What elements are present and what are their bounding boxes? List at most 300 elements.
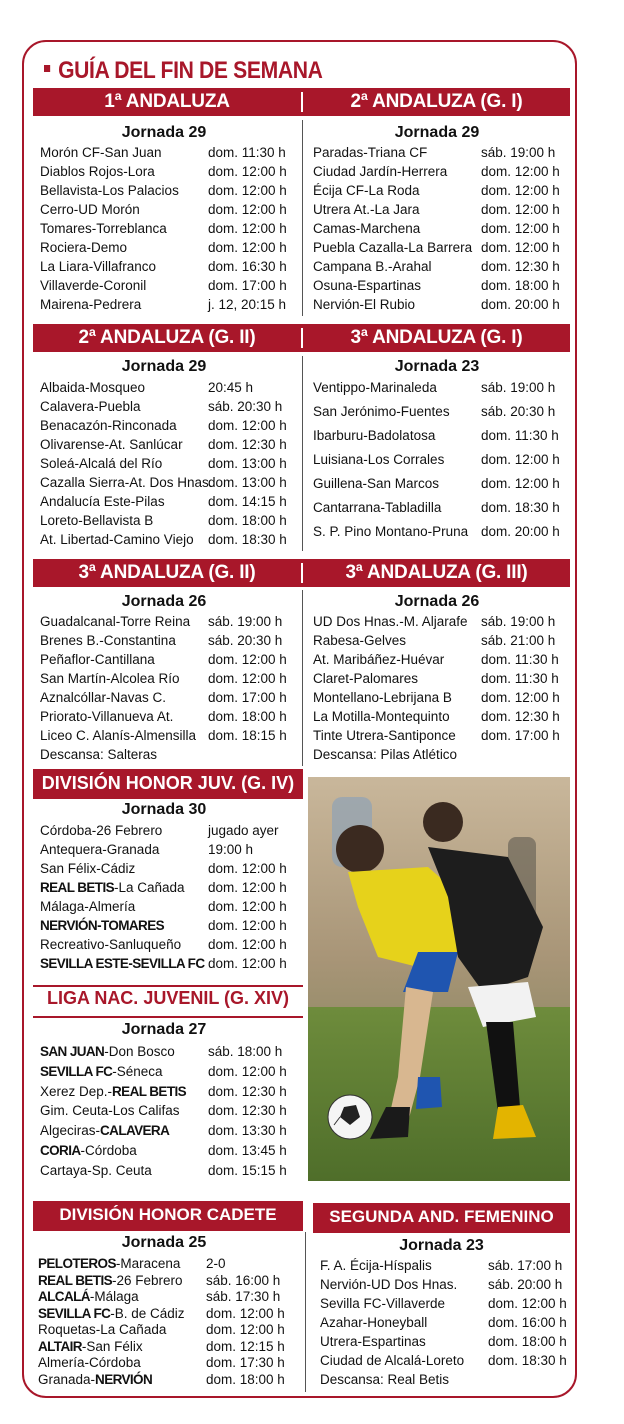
match-time: dom. 18:15 h — [208, 728, 287, 743]
match-time: dom. 16:00 h — [488, 1315, 567, 1330]
match-row — [313, 650, 568, 669]
match-teams: Villaverde-Coronil — [40, 278, 147, 293]
match-row — [40, 435, 295, 454]
match-teams — [40, 1042, 175, 1061]
match-teams — [40, 1121, 169, 1140]
match-row — [40, 530, 295, 549]
match-teams — [40, 1101, 180, 1120]
match-row — [40, 473, 295, 492]
highlighted-team: REAL BETIS — [38, 1272, 113, 1288]
jornada-label: Jornada 29 — [121, 358, 207, 375]
match-row — [40, 1141, 302, 1160]
match-time: dom. 12:00 h — [208, 899, 287, 914]
match-teams: Nervión-El Rubio — [313, 297, 416, 312]
match-row — [40, 897, 302, 916]
header-underline — [33, 797, 303, 799]
match-teams: Liceo C. Alanís-Almensilla — [40, 728, 197, 743]
section-title-2a-andaluza-g1: 2ª ANDALUZA (G. I) — [350, 91, 523, 112]
match-time: dom. 12:00 h — [206, 1305, 285, 1321]
match-teams: Cazalla Sierra-At. Dos Hnas. — [40, 475, 213, 490]
match-time: dom. 12:00 h — [208, 937, 287, 952]
match-time: dom. 12:30 h — [208, 437, 287, 452]
match-row — [313, 707, 568, 726]
match-teams: San Martín-Alcolea Río — [40, 671, 180, 686]
match-row — [313, 257, 568, 276]
match-teams: Claret-Palomares — [313, 671, 419, 686]
match-teams: Descansa: Salteras — [40, 747, 158, 762]
match-row — [40, 181, 295, 200]
highlighted-team: REAL BETIS — [40, 880, 115, 895]
match-time: 2-0 — [206, 1256, 226, 1271]
match-time: dom. 12:00 h — [208, 956, 287, 971]
highlighted-team: CORIA — [40, 1143, 81, 1158]
match-list-honor-cadete — [38, 1254, 302, 1406]
page-title: GUÍA DEL FIN DE SEMANA — [44, 57, 323, 85]
match-teams: Andalucía Este-Pilas — [40, 494, 165, 509]
match-row — [320, 1313, 570, 1332]
match-teams: Brenes B.-Constantina — [40, 633, 176, 648]
match-time: dom. 11:30 h — [481, 652, 559, 667]
team-text: Antequera-Granada — [40, 842, 160, 857]
match-time: dom. 14:15 h — [208, 494, 287, 509]
match-teams: Ciudad Jardín-Herrera — [313, 164, 448, 179]
match-teams — [40, 1161, 152, 1180]
jornada-label: Jornada 27 — [121, 1021, 207, 1038]
match-time: dom. 12:00 h — [208, 861, 287, 876]
match-time: dom. 12:00 h — [208, 652, 287, 667]
match-row — [40, 1062, 302, 1081]
match-teams: Descansa: Pilas Atlético — [313, 747, 458, 762]
match-teams — [40, 916, 164, 935]
match-row — [313, 726, 568, 745]
match-teams: F. A. Écija-Híspalis — [320, 1258, 432, 1273]
highlighted-team: SEVILLA FC — [38, 1305, 111, 1321]
highlighted-team: CALAVERA — [100, 1123, 170, 1139]
team-text: -Málaga — [89, 1289, 139, 1304]
match-row — [313, 631, 568, 650]
team-text: Almería-Córdoba — [38, 1355, 141, 1370]
match-row — [313, 688, 568, 707]
match-row — [313, 402, 568, 421]
section-title-honor-cadete: DIVISIÓN HONOR CADETE — [33, 1201, 303, 1229]
match-teams: Priorato-Villanueva At. — [40, 709, 174, 724]
match-time: sáb. 20:00 h — [488, 1277, 563, 1292]
team-text: Córdoba-26 Febrero — [40, 823, 163, 838]
match-row — [40, 200, 295, 219]
match-time: dom. 12:00 h — [481, 183, 560, 198]
match-teams: Montellano-Lebrijana B — [313, 690, 452, 705]
match-time: dom. 12:00 h — [481, 202, 560, 217]
match-row — [40, 1161, 302, 1180]
match-row — [320, 1275, 570, 1294]
match-time: dom. 13:00 h — [208, 456, 287, 471]
match-teams: Campana B.-Arahal — [313, 259, 432, 274]
match-row — [320, 1370, 570, 1389]
match-time: dom. 12:00 h — [208, 183, 287, 198]
match-row — [313, 295, 568, 314]
highlighted-team: NERVIÓN-TOMARES — [40, 918, 165, 933]
section-title-2a-andaluza-g2: 2ª ANDALUZA (G. II) — [78, 327, 256, 348]
match-time: dom. 18:00 h — [208, 513, 287, 528]
match-teams — [40, 859, 135, 878]
team-text: -La Cañada — [114, 880, 185, 895]
match-teams: Mairena-Pedrera — [40, 297, 142, 312]
header-underline — [33, 1016, 303, 1018]
match-time: sáb. 20:30 h — [481, 404, 556, 419]
match-row — [320, 1351, 570, 1370]
match-time: dom. 11:30 h — [208, 145, 286, 160]
section-bar-2 — [33, 324, 570, 352]
match-time: dom. 12:00 h — [481, 452, 560, 467]
match-time: dom. 12:00 h — [208, 418, 287, 433]
match-row — [40, 878, 302, 897]
match-list-2a-andaluza-g1 — [313, 143, 568, 314]
match-time: dom. 12:00 h — [206, 1322, 285, 1337]
match-teams — [40, 1082, 186, 1101]
match-time: dom. 11:30 h — [481, 671, 559, 686]
match-list-liga-juvenil — [40, 1042, 302, 1182]
header-underline — [33, 1229, 303, 1231]
match-row — [40, 1082, 302, 1101]
team-text: -Córdoba — [80, 1143, 137, 1158]
match-teams: S. P. Pino Montano-Pruna — [313, 524, 469, 539]
jornada-label: Jornada 30 — [121, 801, 207, 818]
match-row — [313, 181, 568, 200]
match-row — [40, 745, 295, 764]
match-time: dom. 12:00 h — [208, 671, 287, 686]
match-teams: La Motilla-Montequinto — [313, 709, 450, 724]
match-row — [40, 612, 295, 631]
jornada-label: Jornada 25 — [121, 1234, 207, 1251]
match-time: dom. 18:00 h — [206, 1371, 285, 1387]
match-row — [40, 1121, 302, 1140]
football-photo — [308, 777, 570, 1181]
match-time: dom. 12:30 h — [481, 709, 560, 724]
match-time: dom. 12:00 h — [208, 880, 287, 895]
match-row — [40, 257, 295, 276]
jornada-label: Jornada 26 — [394, 593, 480, 610]
match-row — [40, 1101, 302, 1120]
jornada-label: Jornada 23 — [399, 1237, 484, 1254]
match-teams — [40, 878, 185, 897]
match-teams: Écija CF-La Roda — [313, 183, 420, 198]
match-teams — [40, 897, 135, 916]
match-teams: Cerro-UD Morón — [40, 202, 140, 217]
match-time: dom. 18:30 h — [208, 532, 287, 547]
match-row — [313, 612, 568, 631]
match-time: dom. 12:30 h — [481, 259, 560, 274]
team-text: Algeciras- — [40, 1123, 101, 1139]
match-list-honor-juvenil — [40, 821, 302, 973]
match-teams — [40, 840, 159, 859]
team-text: Málaga-Almería — [40, 899, 136, 914]
jornada-label: Jornada 26 — [121, 593, 207, 610]
match-time: dom. 12:00 h — [481, 221, 560, 236]
match-time: sáb. 17:00 h — [488, 1258, 563, 1273]
section-title-honor-juvenil: DIVISIÓN HONOR JUV. (G. IV) — [33, 769, 303, 797]
match-teams: Albaida-Mosqueo — [40, 380, 146, 395]
match-time: sáb. 19:00 h — [481, 614, 556, 629]
match-teams: Diablos Rojos-Lora — [40, 164, 155, 179]
match-teams — [38, 1370, 152, 1389]
match-time: dom. 18:30 h — [481, 500, 560, 515]
match-row — [320, 1332, 570, 1351]
column-separator — [302, 356, 303, 551]
bullet-square-icon — [44, 65, 50, 72]
match-teams: Rabesa-Gelves — [313, 633, 407, 648]
section-title-segunda-femenino: SEGUNDA AND. FEMENINO — [313, 1203, 570, 1231]
match-time: dom. 17:00 h — [208, 278, 287, 293]
match-teams: Azahar-Honeyball — [320, 1315, 428, 1330]
highlighted-team: ALTAIR — [38, 1338, 82, 1354]
match-time: dom. 20:00 h — [481, 297, 560, 312]
match-list-2a-andaluza-g2 — [40, 378, 295, 549]
match-row — [313, 426, 568, 445]
match-list-segunda-femenino — [320, 1256, 570, 1389]
match-row — [313, 522, 568, 541]
match-time: dom. 12:00 h — [208, 164, 287, 179]
match-time: sáb. 19:00 h — [481, 145, 556, 160]
match-row — [313, 200, 568, 219]
column-separator — [302, 590, 303, 766]
team-text: -B. de Cádiz — [110, 1305, 185, 1321]
match-list-1a-andaluza — [40, 143, 295, 314]
column-separator — [305, 1232, 306, 1392]
match-time: j. 12, 20:15 h — [208, 297, 287, 312]
match-time: sáb. 18:00 h — [208, 1044, 283, 1059]
match-row — [313, 162, 568, 181]
match-time: dom. 12:00 h — [208, 918, 287, 933]
match-teams: Peñaflor-Cantillana — [40, 652, 155, 667]
match-time: dom. 13:30 h — [208, 1123, 287, 1139]
match-row — [40, 276, 295, 295]
match-teams: Osuna-Espartinas — [313, 278, 422, 293]
team-text: -San Félix — [81, 1338, 143, 1354]
match-row — [40, 821, 302, 840]
team-text: Xerez Dep.- — [40, 1083, 113, 1099]
match-time: dom. 12:30 h — [208, 1083, 287, 1099]
match-row — [40, 859, 302, 878]
match-teams — [40, 1062, 163, 1081]
header-topline — [33, 985, 303, 987]
match-row — [40, 238, 295, 257]
match-row — [313, 669, 568, 688]
match-row — [40, 454, 295, 473]
section-bar-3 — [33, 559, 570, 587]
section-title-3a-andaluza-g2: 3ª ANDALUZA (G. II) — [78, 562, 256, 583]
jornada-label: Jornada 23 — [394, 358, 480, 375]
match-time: dom. 12:00 h — [208, 202, 287, 217]
match-teams: Soleá-Alcalá del Río — [40, 456, 163, 471]
match-row — [40, 378, 295, 397]
match-teams: Luisiana-Los Corrales — [313, 452, 445, 467]
match-teams — [40, 935, 181, 954]
match-teams: Benacazón-Rinconada — [40, 418, 177, 433]
section-title-3a-andaluza-g3: 3ª ANDALUZA (G. III) — [345, 562, 528, 583]
match-time: sáb. 16:00 h — [206, 1272, 281, 1288]
match-row — [313, 498, 568, 517]
team-text: -26 Febrero — [112, 1272, 183, 1288]
match-list-3a-andaluza-g1 — [313, 378, 568, 546]
highlighted-team: SEVILLA ESTE-SEVILLA FC — [40, 956, 205, 971]
match-time: dom. 12:15 h — [206, 1338, 285, 1354]
match-teams: Puebla Cazalla-La Barrera — [313, 240, 473, 255]
match-teams: Bellavista-Los Palacios — [40, 183, 179, 198]
match-row — [313, 378, 568, 397]
match-time: dom. 20:00 h — [481, 524, 560, 539]
match-time: dom. 12:00 h — [481, 690, 560, 705]
match-row — [40, 935, 302, 954]
match-list-3a-andaluza-g3 — [313, 612, 568, 764]
match-time: dom. 13:00 h — [208, 475, 287, 490]
jornada-label: Jornada 29 — [394, 124, 480, 141]
match-row — [313, 143, 568, 162]
match-time: dom. 17:00 h — [481, 728, 560, 743]
match-teams: Ventippo-Marinaleda — [313, 380, 437, 395]
match-teams: Tomares-Torreblanca — [40, 221, 167, 236]
match-row — [313, 238, 568, 257]
match-row — [40, 669, 295, 688]
match-time: dom. 12:00 h — [481, 476, 560, 491]
match-row — [40, 631, 295, 650]
match-row — [40, 954, 302, 973]
team-text: -Don Bosco — [104, 1044, 175, 1059]
match-teams: Utrera-Espartinas — [320, 1334, 426, 1349]
highlighted-team: SAN JUAN — [40, 1044, 105, 1059]
match-time: dom. 12:00 h — [488, 1296, 567, 1311]
highlighted-team: NERVIÓN — [95, 1371, 153, 1387]
match-teams: Guillena-San Marcos — [313, 476, 440, 491]
match-teams: Camas-Marchena — [313, 221, 421, 236]
match-time: dom. 17:00 h — [208, 690, 287, 705]
match-row — [40, 916, 302, 935]
match-teams: Nervión-UD Dos Hnas. — [320, 1277, 458, 1292]
match-row — [40, 688, 295, 707]
match-teams: Olivarense-At. Sanlúcar — [40, 437, 183, 452]
match-row — [313, 276, 568, 295]
match-row — [40, 397, 295, 416]
match-time: 19:00 h — [208, 842, 254, 857]
match-row — [40, 726, 295, 745]
match-time: dom. 18:30 h — [488, 1353, 567, 1368]
section-bar-1 — [33, 88, 570, 116]
match-teams: Descansa: Real Betis — [320, 1372, 450, 1387]
highlighted-team: REAL BETIS — [112, 1083, 187, 1099]
match-row — [40, 219, 295, 238]
team-text: Granada- — [38, 1371, 96, 1387]
match-row — [40, 1042, 302, 1061]
match-teams — [40, 821, 162, 840]
match-time: sáb. 21:00 h — [481, 633, 556, 648]
match-time: dom. 17:30 h — [206, 1355, 285, 1370]
match-row — [40, 511, 295, 530]
highlighted-team: ALCALÁ — [38, 1289, 90, 1304]
match-time: sáb. 20:30 h — [208, 633, 283, 648]
team-text: Cartaya-Sp. Ceuta — [40, 1162, 152, 1178]
match-teams: At. Maribáñez-Huévar — [313, 652, 445, 667]
match-row — [40, 295, 295, 314]
match-teams: At. Libertad-Camino Viejo — [40, 532, 194, 547]
match-teams: Sevilla FC-Villaverde — [320, 1296, 446, 1311]
column-separator — [302, 120, 303, 316]
match-row — [40, 143, 295, 162]
team-text: San Félix-Cádiz — [40, 861, 136, 876]
match-list-3a-andaluza-g2 — [40, 612, 295, 764]
match-teams: San Jerónimo-Fuentes — [313, 404, 450, 419]
match-time: dom. 12:00 h — [208, 221, 287, 236]
team-text: -Maracena — [115, 1256, 181, 1271]
match-time: dom. 12:00 h — [208, 240, 287, 255]
match-time: dom. 12:00 h — [481, 240, 560, 255]
match-time: 20:45 h — [208, 380, 254, 395]
match-row — [313, 474, 568, 493]
match-teams: Guadalcanal-Torre Reina — [40, 614, 191, 629]
match-teams: Morón CF-San Juan — [40, 145, 162, 160]
match-teams: Calavera-Puebla — [40, 399, 141, 414]
match-time: dom. 18:00 h — [481, 278, 560, 293]
match-time: dom. 18:00 h — [208, 709, 287, 724]
match-teams: La Liara-Villafranco — [40, 259, 157, 274]
jornada-label: Jornada 29 — [121, 124, 207, 141]
match-row — [38, 1370, 302, 1389]
match-teams: UD Dos Hnas.-M. Aljarafe — [313, 614, 468, 629]
match-row — [313, 450, 568, 469]
match-time: jugado ayer — [208, 823, 279, 838]
match-teams: Ibarburu-Badolatosa — [313, 428, 436, 443]
match-time: sáb. 19:00 h — [481, 380, 556, 395]
match-time: dom. 11:30 h — [481, 428, 559, 443]
match-row — [40, 650, 295, 669]
match-row — [40, 416, 295, 435]
team-text: Recreativo-Sanluqueño — [40, 937, 182, 952]
match-teams: Loreto-Bellavista B — [40, 513, 154, 528]
match-teams — [40, 954, 204, 973]
match-teams: Cantarrana-Tabladilla — [313, 500, 442, 515]
match-time: sáb. 19:00 h — [208, 614, 283, 629]
highlighted-team: SEVILLA FC — [40, 1063, 113, 1079]
match-teams: Aznalcóllar-Navas C. — [40, 690, 167, 705]
header-underline — [313, 1231, 570, 1233]
match-row — [313, 219, 568, 238]
match-row — [320, 1256, 570, 1275]
section-title-3a-andaluza-g1: 3ª ANDALUZA (G. I) — [350, 327, 523, 348]
match-teams: Paradas-Triana CF — [313, 145, 428, 160]
football-players-image — [308, 777, 570, 1181]
team-text: Gim. Ceuta-Los Califas — [40, 1103, 180, 1119]
team-text: -Séneca — [112, 1063, 163, 1079]
highlighted-team: PELOTEROS — [38, 1256, 116, 1271]
match-row — [320, 1294, 570, 1313]
match-time: dom. 16:30 h — [208, 259, 287, 274]
match-row — [313, 745, 568, 764]
section-title-1a-andaluza: 1ª ANDALUZA — [104, 91, 230, 112]
section-title-liga-juvenil: LIGA NAC. JUVENIL (G. XIV) — [46, 988, 290, 1008]
match-time: dom. 12:00 h — [208, 1063, 287, 1079]
match-teams: Rociera-Demo — [40, 240, 128, 255]
team-text: Roquetas-La Cañada — [38, 1322, 167, 1337]
match-time: dom. 13:45 h — [208, 1143, 287, 1158]
match-time: dom. 12:30 h — [208, 1103, 287, 1119]
match-time: dom. 15:15 h — [208, 1162, 287, 1178]
match-row — [40, 707, 295, 726]
match-teams: Utrera At.-La Jara — [313, 202, 420, 217]
match-teams: Tinte Utrera-Santiponce — [313, 728, 456, 743]
match-teams — [40, 1141, 137, 1160]
match-time: sáb. 17:30 h — [206, 1289, 281, 1304]
match-row — [40, 492, 295, 511]
match-row — [40, 162, 295, 181]
match-time: sáb. 20:30 h — [208, 399, 283, 414]
